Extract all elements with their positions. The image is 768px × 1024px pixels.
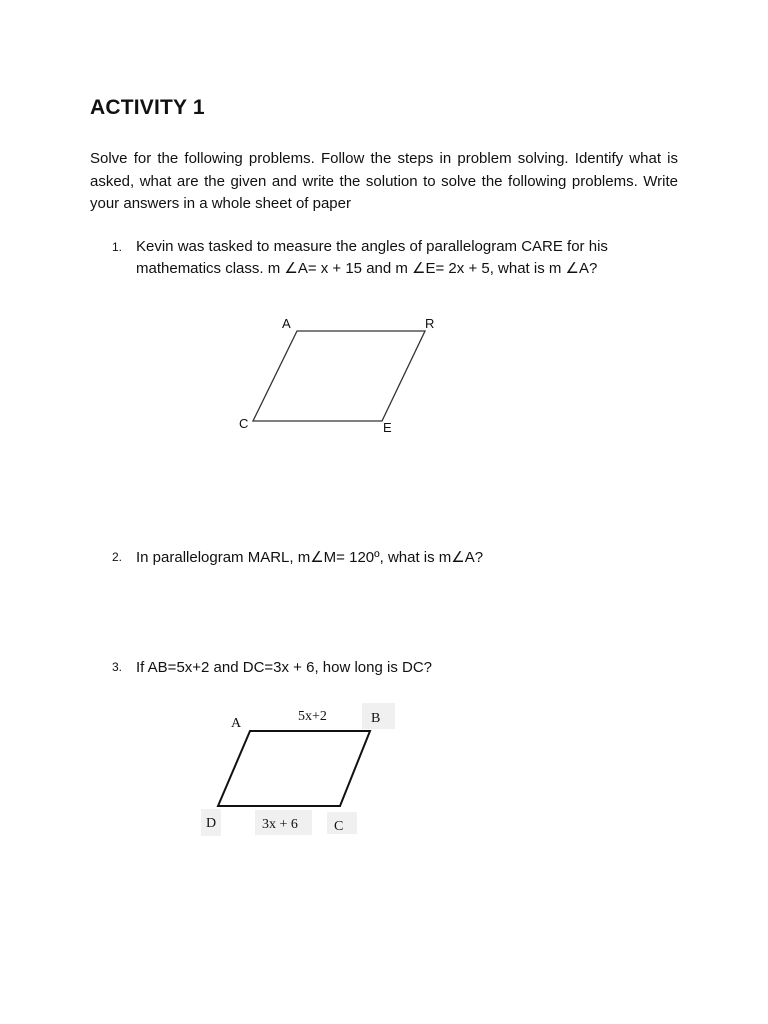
vertex-label-d: D [206,816,217,831]
vertex-label-a: A [282,316,291,331]
activity-title: ACTIVITY 1 [90,96,205,119]
vertex-label-c: C [239,416,249,431]
problem-3-number: 3. [112,660,123,674]
vertex-label-c: C [334,819,344,834]
parallelogram-abcd-shape [218,731,370,806]
parallelogram-care-figure [239,316,434,435]
vertex-label-r: R [425,316,435,331]
parallelogram-abcd-figure [201,703,395,836]
vertex-label-e: E [383,420,392,435]
problem-1-number: 1. [112,240,123,254]
vertex-label-a: A [231,716,242,731]
problem-2-text: In parallelogram MARL, m∠M= 120º, what is m∠A? [136,549,484,566]
side-label-dc: 3x + 6 [262,817,298,832]
parallelogram-care-shape [253,331,425,421]
instructions-paragraph: Solve for the following problems. Follow the steps in problem solving. Identify what is asked, what are the given and write the solution to solve the following problems. Write your answers in a whole sheet of paper [90,150,678,212]
problem-2-number: 2. [112,550,123,564]
side-label-ab: 5x+2 [298,709,327,724]
problem-3-text: If AB=5x+2 and DC=3x + 6, how long is DC? [136,659,433,676]
problem-1-text: Kevin was tasked to measure the angles of parallelogram CARE for his mathematics class. m ∠A= x + 15 and m ∠E= 2x + 5, what is m ∠A? [136,238,608,277]
vertex-label-b: B [371,711,381,726]
